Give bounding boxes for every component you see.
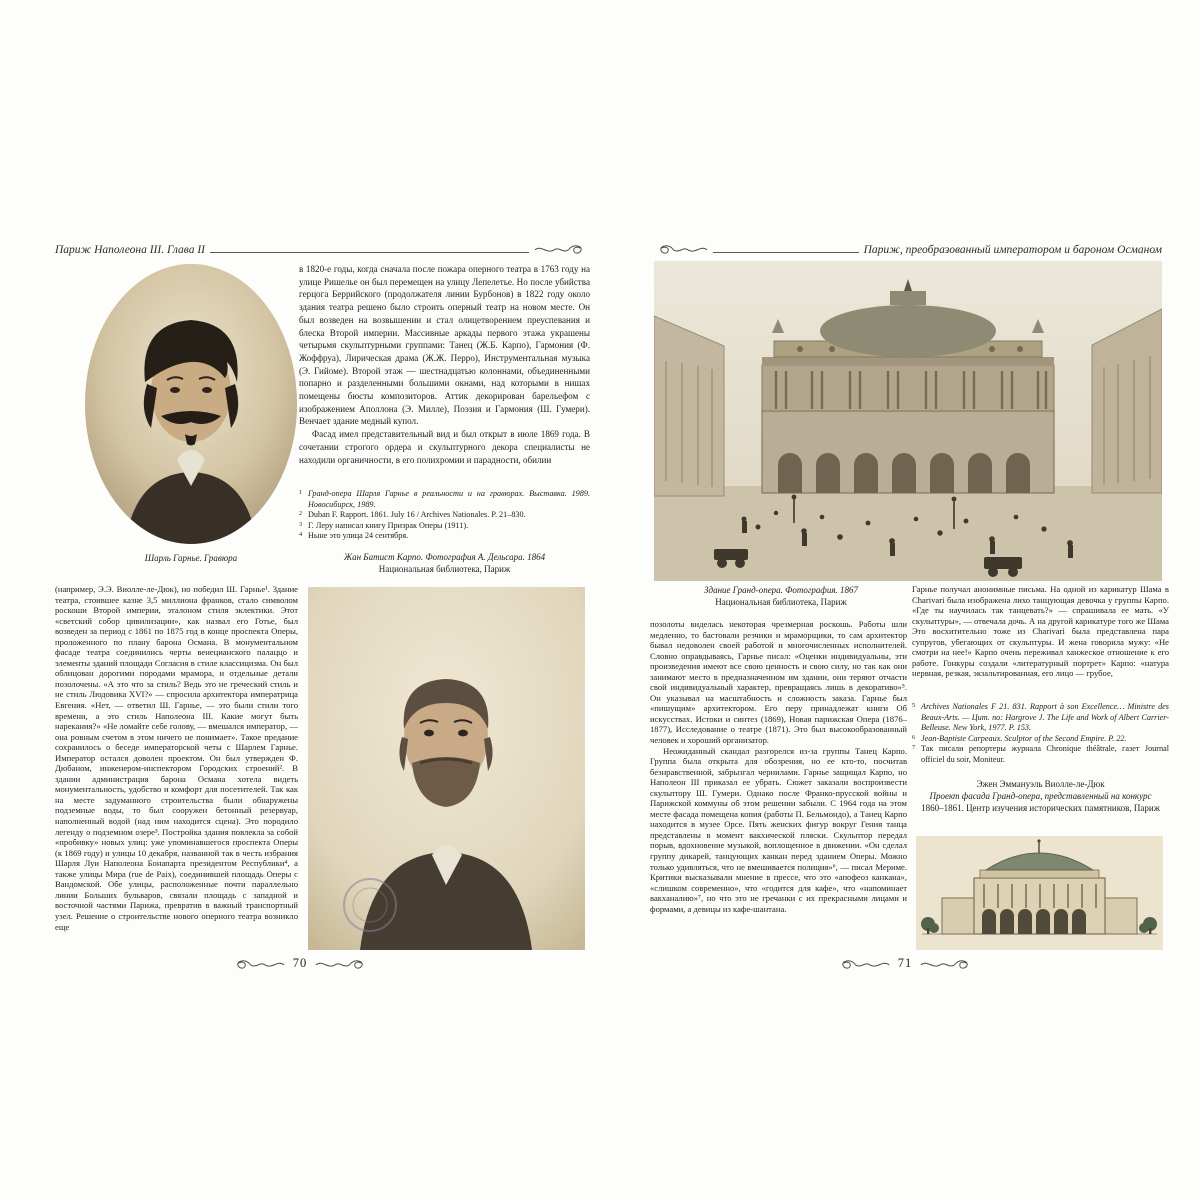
caption-line: 1860–1861. Центр изучения исторических памятников, Париж bbox=[921, 802, 1160, 813]
grand-opera-photo-caption bbox=[654, 585, 908, 609]
footnote-number: 1 bbox=[299, 489, 303, 496]
page-number: 70 bbox=[292, 956, 308, 970]
footnote bbox=[299, 510, 590, 521]
footnote-text: Ныне это улица 24 сентября. bbox=[308, 531, 409, 541]
left-page-column-left bbox=[55, 584, 298, 953]
footnote-number: 3 bbox=[299, 520, 303, 528]
right-running-head bbox=[650, 238, 1162, 256]
left-running-head bbox=[55, 238, 592, 256]
footnote-text: Так писали репортеры журнала Chronique théâtrale, газет Journal officiel du soir, Moniteur. bbox=[921, 744, 1169, 764]
right-running-head-text: Париж, преобразованный императором и бароном Османом bbox=[863, 244, 1162, 256]
grand-opera-photo-image bbox=[654, 261, 1162, 581]
carpeaux-photo-caption bbox=[299, 552, 590, 576]
footnote-text: Jean-Baptiste Carpeaux. Sculptor of the Second Empire. P. 22. bbox=[921, 733, 1127, 743]
footnote bbox=[299, 531, 590, 542]
footnote bbox=[912, 734, 1169, 745]
carpeaux-photo-image bbox=[308, 587, 585, 950]
paragraph: позолоты виделась некоторая чрезмерная роскошь. Работы шли медленно, то бастовали резчики и мраморщики, то сам архитектор бывал недоволен своей работой и многочисленных исполнителей. Словно оправдываясь, Гарнье писал: «Оценки индивидуальны, эти произведения имеют все свою ценность и свою силу, но так как они занимают место в предназначенном им здании, они теряют отчасти свой индивидуальный характер, превращаясь лишь в декоративо»⁵. Он указывал на масштабность и сложность заказа. Гарнье был «пишущим» архитектором. Его перу принадлежат книги Об искусствах. Истоки и синтез (1869), Новая парижская Опера (1876–1877), Исследование о театре (1871). Это был высокообразованный человек и хороший организатор. bbox=[650, 619, 907, 746]
paragraph: в 1820-е годы, когда сначала после пожара оперного театра в 1763 году на улице Ришелье он был перемещен на улицу Лепелетье. Но после убийства герцога Беррийского (продолжателя линии Бурбонов) в 1822 году около здания театра решено было строить оперный театр на новом месте. Он был возведен на возвышении и стал олицетворением преуспевания и блеска Второй империи. Массивные аркады первого этажа украшены четырьмя скульптурными группами: Танец (Ж.Б. Карпо), Гармония (Ф. Жоффруа), Лирическая драма (Ж.Ж. Перро), Инструментальная музыка (Э. Гийоме). Второй этаж — шестнадцатью колоннами, объединенными попарно и разделенными большими окнами, над которыми в нишах помещены бюсты композиторов. Аттик декорирован барельефом с изображением Аполлона (Э. Милле), Поэзия и Гармония (Ш. Гумери). Венчает здание медный купол. bbox=[299, 264, 590, 427]
project-caption bbox=[912, 779, 1169, 814]
project-facade-image bbox=[916, 836, 1163, 950]
right-page-column-right bbox=[912, 584, 1169, 697]
left-page-column-right bbox=[299, 263, 590, 483]
double-swirl-ornament-icon bbox=[227, 957, 285, 971]
footnote bbox=[912, 744, 1169, 765]
footnote-number: 2 bbox=[299, 510, 303, 518]
right-page-footnotes bbox=[912, 702, 1169, 766]
footnote bbox=[912, 702, 1169, 734]
caption-line: Национальная библиотека, Париж bbox=[378, 563, 511, 574]
page-number: 71 bbox=[897, 956, 913, 970]
caption-line: Проект фасада Гранд-опера, представленный на конкурс bbox=[929, 790, 1152, 801]
paragraph: Неожиданный скандал разгорелся из-за группы Танец Карпо. Группа была открыта для обозрения, но ее кто-то, посчитав безнравственной, забрызгал чернилами. Гарнье защищал Карпо, но Наполеон III приказал ее убрать. Сюжет заказали воспроизвести скульптору Ш. Гумери. Однако после Франко-прусской войны и Парижской коммуны об этом решении забыли. С 1964 года на этом месте фасада помещена копия (работы П. Бельмондо), а Танец Карпо находится в музее Орсе. Пять женских фигур вокруг Гения танца представлены в момент вакхической пляски. Скульптор передал порыв, вдохновение музыкой, воплощенное в движении. «Он сделал группу дикарей, танцующих канкан перед зданием Оперы. Можно только удивляться, что не вмешивается полиция»⁶, — писал Мериме. Критики высказывали мнение в прессе, что это «апофеоз канкана», «слишком современно», что «годится для кафе», что «напоминает вакханалию»⁷, но что это не гречанки с их прекрасными лицами и формами, а девицы из кафе-шантана. bbox=[650, 745, 907, 914]
caption-line: Эжен Эммануэль Виолле-ле-Дюк bbox=[976, 779, 1105, 789]
double-swirl-ornament-icon bbox=[315, 957, 373, 971]
paragraph: (например, Э.Э. Виолле-ле-Дюк), но победил Ш. Гарнье¹. Здание театра, стоившее казне 3,5 миллиона франков, стало символом роскоши Второй империи, эталоном стиля эклектики. Этот «светский собор цивилизации», как назвал его Готье, был возведен за период с 1861 по 1875 год в конце проспекта Оперы, проложенного по плану барона Османа. В монументальном фасаде театра соединились черты венецианского палаццо и элементы зданий площади Согласия в стиле классицизма. Он был облицован дорогими породами мрамора, и отдельные детали позолочены. «А это что за стиль? Ведь это не греческий стиль и не стиль Людовика XVI?» — спросила архитектора императрица Евгения. «Нет, — ответил Ш. Гарнье, — это были стили того времени, а это стиль Наполеона III. Какие могут быть нарекания?» «Не ломайте себе голову, — вмешался император, — она ровным счетом в этом ничего не понимает». Такое предание сохранилось о беседе императорской четы с Шарлем Гарнье. Император остался доволен проектом. Он был утвержден Ф. Дюбаном, инженером-инспектором Городских строений². В здании администрация барона Османа хотела видеть монументальность, удобство и комфорт для посетителей. Так как на месте задуманного строительства были обнаружены подземные воды, то был сооружен бетонный резервуар, наполненный водой (над ним находится сцена). Это породило легенду о подземном озере³. Постройка здания повлекла за собой «пробивку» новых улиц: уже упоминавшегося проспекта Оперы (к 1869 году) и улицы 10 декабря, названной так в честь избрания Шарля Луи Наполеона Бонапарта президентом Республики⁴, а также улицы Мира (rue de Paix), соединившей площадь Оперы с Вандомской. Обе улицы, расположенные почти параллельно линии Больших бульваров, связали площадь с западной и восточной частями Парижа, превратив в важный транспортный узел. Решение о строительстве нового оперного театра возникло еще bbox=[55, 584, 298, 932]
swirl-rule-ornament-icon bbox=[534, 242, 592, 256]
double-swirl-ornament-icon bbox=[920, 957, 978, 971]
caption-line: Здание Гранд-опера. Фотография. 1867 bbox=[703, 585, 859, 595]
footnote-text: Duban F. Rapport. 1861. July 16 / Archives Nationales. P. 21–830. bbox=[308, 510, 526, 520]
paragraph: Фасад имел представительный вид и был открыт в июле 1869 года. В сочетании строгого ордера и скульптурного декора специалисты не находили органичности, в его полихромии и парадности, обилии bbox=[299, 429, 590, 465]
footnote-text: Г. Леру написал книгу Призрак Оперы (1911). bbox=[308, 520, 469, 530]
right-page-number-row bbox=[795, 956, 1015, 971]
caption-line: Жан Батист Карпо. Фотография А. Дельсара. 1864 bbox=[343, 552, 546, 562]
footnote-text: Гранд-опера Шарля Гарнье в реальности и на гравюрах. Выставка. 1989. Новосибирск, 1989. bbox=[308, 489, 590, 509]
caption-line: Национальная библиотека, Париж bbox=[715, 596, 847, 607]
footnote-number: 4 bbox=[299, 531, 303, 539]
left-page-footnotes bbox=[299, 489, 590, 542]
swirl-rule-ornament-icon bbox=[650, 242, 708, 256]
double-swirl-ornament-icon bbox=[832, 957, 890, 971]
footnote bbox=[299, 489, 590, 510]
running-head-rule bbox=[713, 251, 859, 253]
garnier-portrait-image bbox=[85, 264, 297, 544]
paragraph: Гарнье получал анонимные письма. На одной из карикатур Шама в Charivari была изображена лихо танцующая девочка у группы Карпо. «Где ты научилась так танцевать?» — спрашивала ее мать. «У скульптуры», — отвечала дочь. А на другой карикатуре того же Шама Это восхитительно тоже из Charivari была представлена пара супругов, убегающих от скульптуры. И жена говорила мужу: «Не смотри на нее!» Карпо очень переживал ханжеское отношение к его работе. Гонкуры создали «литературный портрет» Карпо: «натура нервная, резкая, экзальтированная, его лицо — грубое, bbox=[912, 584, 1169, 679]
footnote-text: Archives Nationales F 21. 831. Rapport à son Excellence… Ministre des Beaux-Arts. — Цит. по: Hargrove J. The Life and Work of Albert Carrier-Belleuse. New York, 1977. P. 153. bbox=[921, 702, 1169, 733]
garnier-portrait-caption: Шарль Гарнье. Гравюра bbox=[144, 553, 238, 563]
running-head-rule bbox=[210, 251, 529, 253]
footnote-number: 6 bbox=[912, 733, 916, 741]
right-page-column-left bbox=[650, 619, 907, 957]
footnote-number: 5 bbox=[912, 702, 916, 709]
footnote bbox=[299, 521, 590, 532]
left-page-number-row bbox=[190, 956, 410, 971]
left-running-head-text: Париж Наполеона III. Глава II bbox=[55, 244, 205, 256]
footnote-number: 7 bbox=[912, 744, 916, 752]
